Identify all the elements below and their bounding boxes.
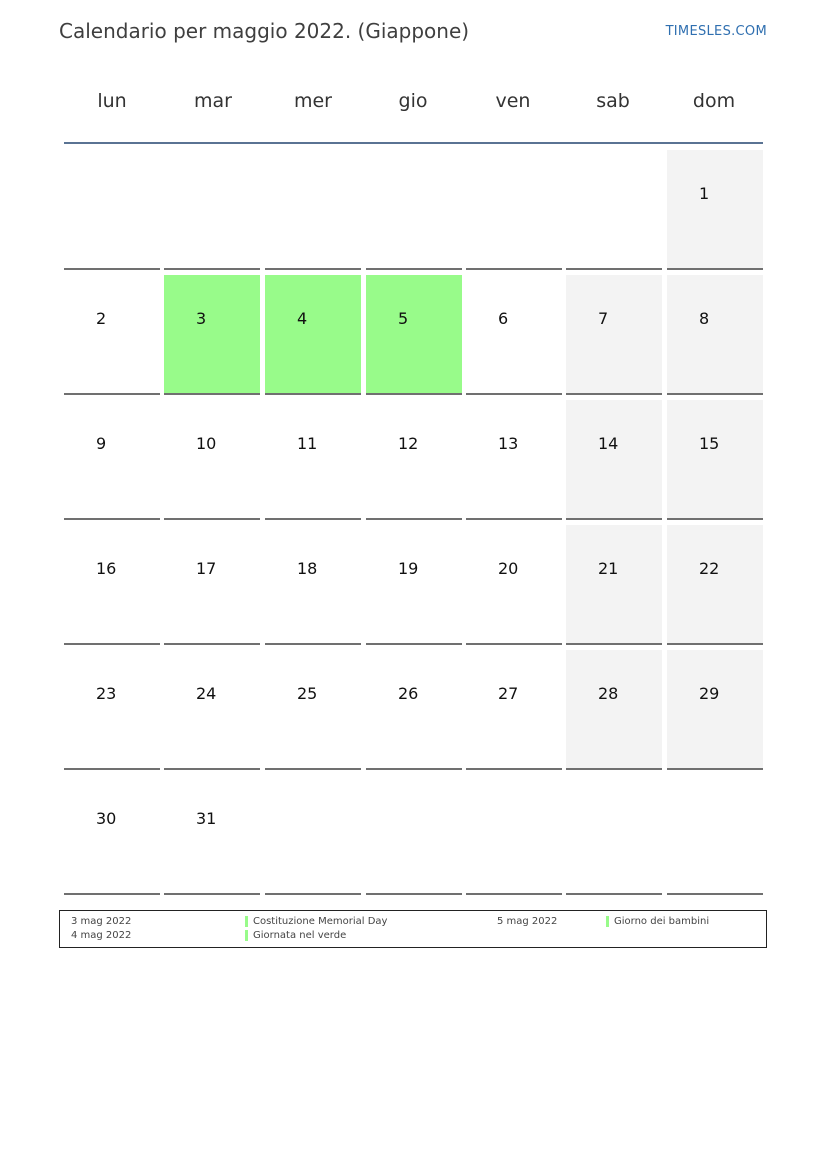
legend-color-swatch (245, 916, 248, 927)
day-cell-12[interactable] (366, 400, 462, 520)
day-cell-14[interactable] (566, 400, 662, 520)
empty-day-cell (265, 775, 361, 895)
day-cell-27[interactable] (466, 650, 562, 770)
day-cell-25[interactable] (265, 650, 361, 770)
day-cell-28[interactable] (566, 650, 662, 770)
day-cell-6[interactable] (466, 275, 562, 395)
day-cell-8[interactable] (667, 275, 763, 395)
header-divider (64, 142, 763, 144)
day-cell-16[interactable] (64, 525, 160, 645)
legend-date: 4 mag 2022 (71, 930, 132, 941)
weekday-tue: mar (194, 90, 232, 112)
day-cell-7[interactable] (566, 275, 662, 395)
legend-color-swatch (606, 916, 609, 927)
weekday-sun: dom (692, 90, 736, 112)
day-number: 31 (196, 809, 217, 828)
day-number: 17 (196, 559, 217, 578)
page-title: Calendario per maggio 2022. (Giappone) (59, 19, 470, 43)
day-cell-20[interactable] (466, 525, 562, 645)
day-cell-21[interactable] (566, 525, 662, 645)
day-number: 27 (498, 684, 519, 703)
weekday-wed: mer (293, 90, 332, 112)
legend-date: 3 mag 2022 (71, 916, 132, 927)
weekday-header-row (64, 80, 764, 128)
day-cell-1[interactable] (667, 150, 763, 270)
day-number: 6 (498, 309, 509, 328)
day-number: 1 (699, 184, 710, 203)
day-cell-23[interactable] (64, 650, 160, 770)
day-cell-15[interactable] (667, 400, 763, 520)
brand-link[interactable]: TIMESLES.COM (665, 24, 767, 39)
day-number: 20 (498, 559, 519, 578)
day-number: 2 (96, 309, 107, 328)
empty-day-cell (466, 775, 562, 895)
day-number: 21 (598, 559, 619, 578)
weekday-thu: gio (398, 90, 428, 112)
day-number: 14 (598, 434, 619, 453)
day-number: 25 (297, 684, 318, 703)
day-cell-29[interactable] (667, 650, 763, 770)
day-cell-24[interactable] (164, 650, 260, 770)
day-number: 19 (398, 559, 419, 578)
legend-holiday-name: Costituzione Memorial Day (253, 916, 388, 927)
weekday-mon: lun (97, 90, 127, 112)
empty-day-cell (164, 150, 260, 270)
legend-date: 5 mag 2022 (497, 916, 558, 927)
weekday-fri: ven (495, 90, 531, 112)
empty-day-cell (566, 150, 662, 270)
day-cell-30[interactable] (64, 775, 160, 895)
empty-day-cell (265, 150, 361, 270)
day-cell-5[interactable] (366, 275, 462, 395)
day-number: 29 (699, 684, 720, 703)
day-number: 7 (598, 309, 609, 328)
day-number: 12 (398, 434, 419, 453)
legend-color-swatch (245, 930, 248, 941)
day-cell-2[interactable] (64, 275, 160, 395)
day-number: 30 (96, 809, 117, 828)
day-cell-26[interactable] (366, 650, 462, 770)
weekday-sat: sab (596, 90, 630, 112)
empty-day-cell (667, 775, 763, 895)
holiday-legend (59, 910, 767, 948)
day-number: 16 (96, 559, 117, 578)
day-number: 23 (96, 684, 117, 703)
day-cell-10[interactable] (164, 400, 260, 520)
day-number: 24 (196, 684, 217, 703)
empty-day-cell (466, 150, 562, 270)
day-number: 11 (297, 434, 318, 453)
day-cell-17[interactable] (164, 525, 260, 645)
day-number: 13 (498, 434, 519, 453)
day-number: 26 (398, 684, 419, 703)
day-number: 3 (196, 309, 207, 328)
empty-day-cell (64, 150, 160, 270)
day-number: 22 (699, 559, 720, 578)
day-cell-18[interactable] (265, 525, 361, 645)
day-cell-31[interactable] (164, 775, 260, 895)
day-cell-11[interactable] (265, 400, 361, 520)
day-number: 9 (96, 434, 107, 453)
empty-day-cell (566, 775, 662, 895)
day-cell-4[interactable] (265, 275, 361, 395)
day-cell-9[interactable] (64, 400, 160, 520)
day-cell-19[interactable] (366, 525, 462, 645)
day-number: 18 (297, 559, 318, 578)
day-cell-13[interactable] (466, 400, 562, 520)
day-number: 28 (598, 684, 619, 703)
day-number: 15 (699, 434, 720, 453)
day-cell-3[interactable] (164, 275, 260, 395)
day-cell-22[interactable] (667, 525, 763, 645)
day-number: 8 (699, 309, 710, 328)
day-number: 10 (196, 434, 217, 453)
empty-day-cell (366, 150, 462, 270)
empty-day-cell (366, 775, 462, 895)
legend-holiday-name: Giorno dei bambini (614, 916, 710, 927)
day-number: 5 (398, 309, 409, 328)
legend-holiday-name: Giornata nel verde (253, 930, 347, 941)
day-number: 4 (297, 309, 308, 328)
